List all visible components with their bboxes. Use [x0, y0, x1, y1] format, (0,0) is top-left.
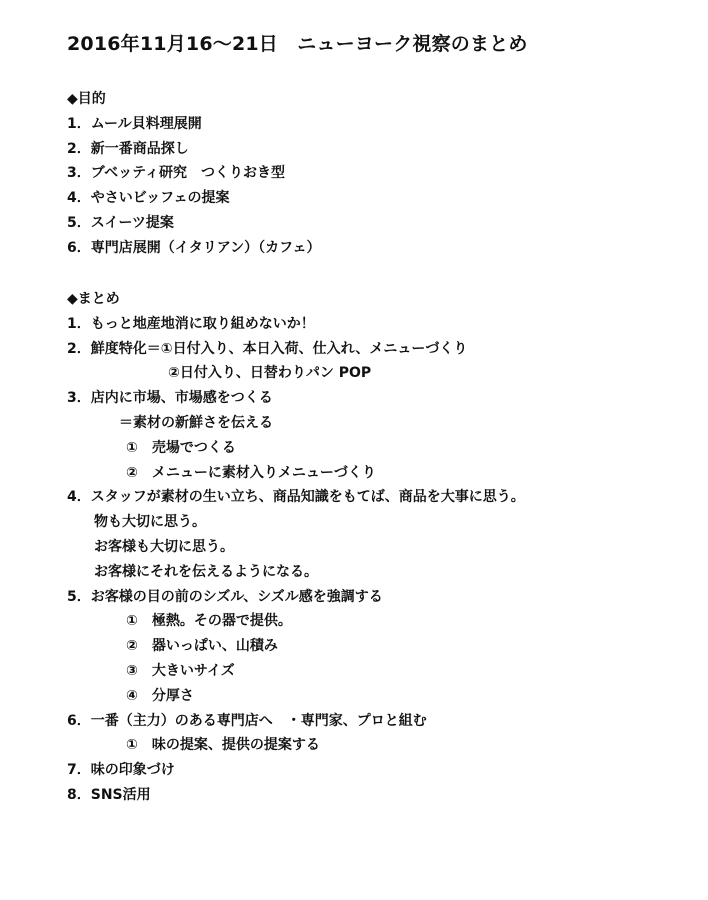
summary-item-5-sub-3: ③ 大きいサイズ [126, 662, 235, 679]
page-title: 2016年11月16〜21日 ニューヨーク視察のまとめ [67, 33, 528, 55]
summary-item-3-detail: ＝素材の新鮮さを伝える [119, 414, 273, 431]
summary-item-1: 1．もっと地産地消に取り組めないか！ [67, 315, 315, 332]
summary-item-6-sub-1: ① 味の提案、提供の提案する [126, 737, 320, 754]
summary-item-5: 5．お客様の目の前のシズル、シズル感を強調する [67, 588, 383, 605]
summary-item-4-continuation-1: 物も大切に思う。 [94, 514, 206, 531]
summary-item-3-sub-1: ① 売場でつくる [126, 439, 236, 456]
goals-heading: ◆目的 [67, 91, 106, 107]
summary-item-6: 6．一番（主力）のある専門店へ ・専門家、プロと組む [67, 712, 427, 729]
summary-heading: ◆まとめ [67, 291, 120, 307]
goal-item-1: 1．ムール貝料理展開 [67, 115, 202, 132]
goal-item-3: 3．ブベッティ研究 つくりおき型 [67, 165, 286, 182]
summary-item-5-sub-2: ② 器いっぱい、山積み [126, 638, 278, 655]
summary-item-5-sub-1: ① 極熱。その器で提供。 [126, 613, 292, 630]
summary-item-4-continuation-3: お客様にそれを伝えるようになる。 [94, 563, 318, 580]
summary-item-8: 8．SNS活用 [67, 786, 151, 803]
summary-item-7: 7．味の印象づけ [67, 762, 175, 779]
goal-item-2: 2．新一番商品探し [67, 140, 189, 157]
summary-item-4-continuation-2: お客様も大切に思う。 [94, 538, 234, 555]
goal-item-5: 5．スイーツ提案 [67, 214, 174, 231]
summary-item-4: 4．スタッフが素材の生い立ち、商品知識をもてば、商品を大事に思う。 [67, 489, 525, 506]
summary-section [67, 287, 687, 808]
summary-item-3-sub-2: ② メニューに素材入りメニューづくり [126, 464, 376, 481]
summary-item-2: 2．鮮度特化＝①日付入り、本日入荷、仕入れ、メニューづくり [67, 340, 468, 357]
summary-item-3: 3．店内に市場、市場感をつくる [67, 390, 273, 407]
summary-item-5-sub-4: ④ 分厚さ [126, 687, 194, 704]
goals-section [67, 87, 687, 261]
goal-item-4: 4．やさいビッフェの提案 [67, 190, 230, 207]
summary-item-2-continuation: ②日付入り、日替わりパン POP [168, 365, 372, 382]
goal-item-6: 6．専門店展開（イタリアン）（カフェ） [67, 239, 321, 256]
